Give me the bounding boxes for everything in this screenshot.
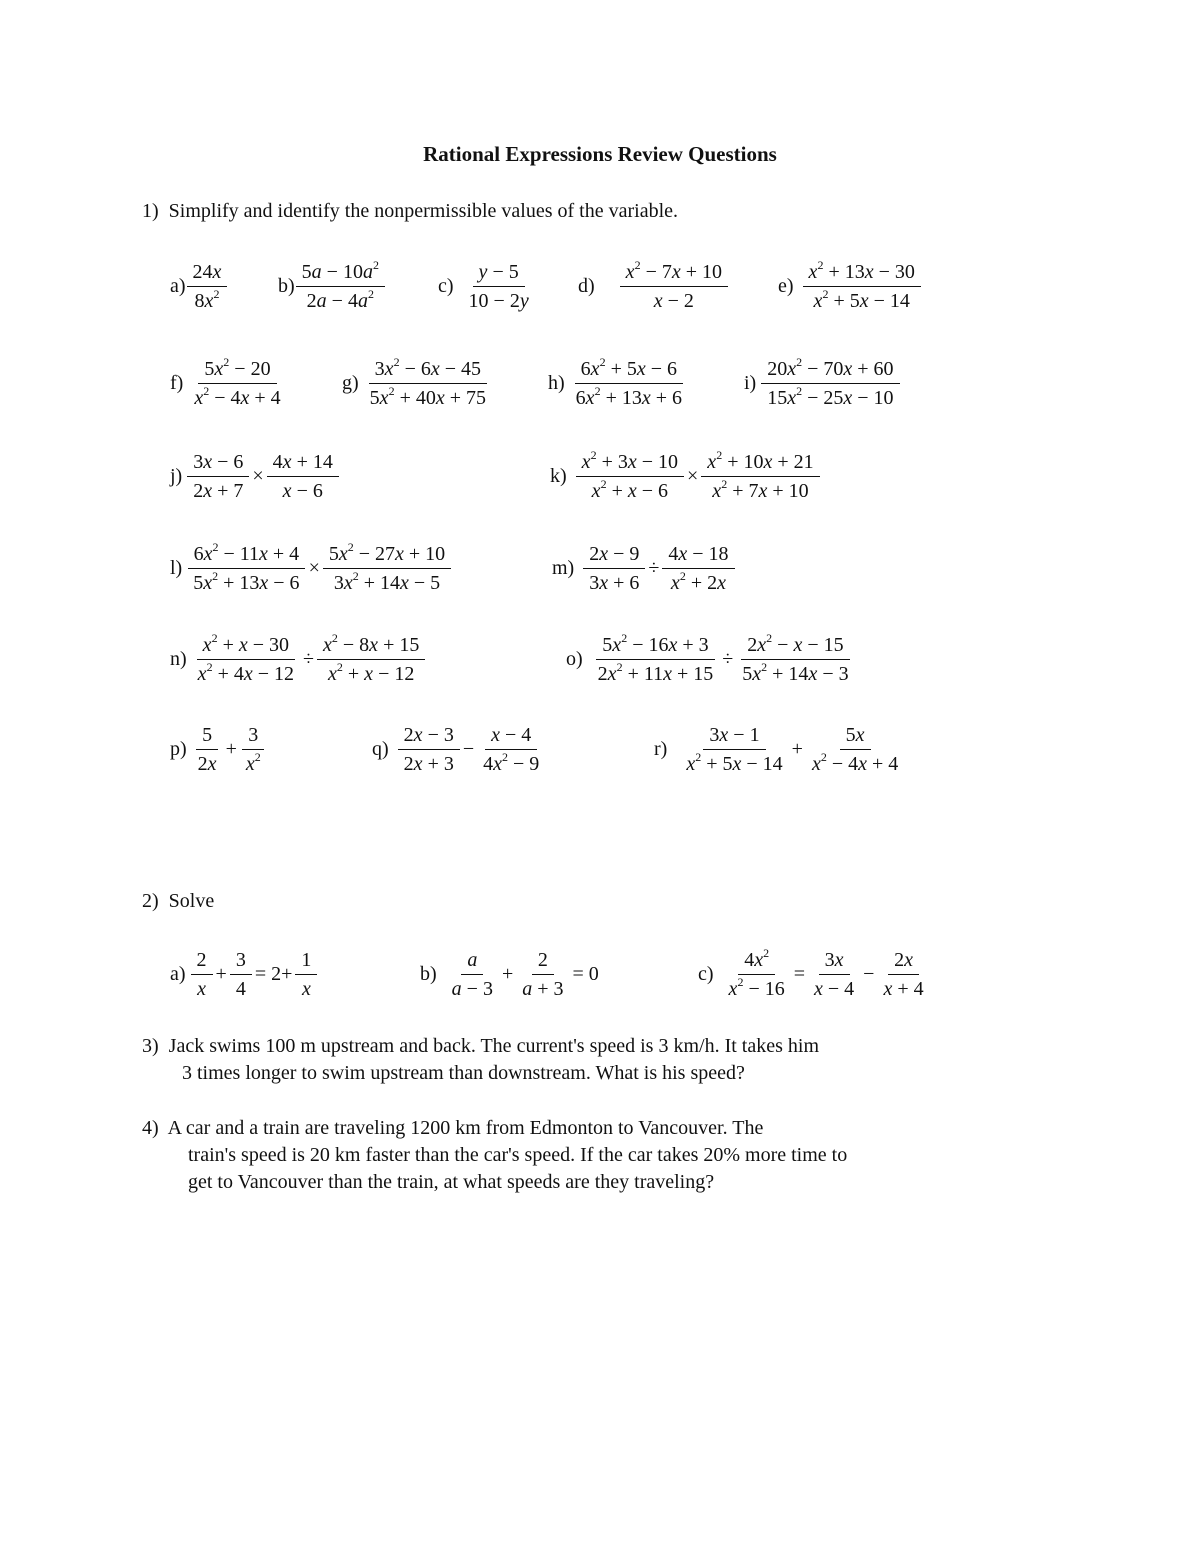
fraction: $\frac{5x}{x^2 - 4x + 4}$ <box>806 721 904 778</box>
problem-a <box>170 250 228 322</box>
page-title: Rational Expressions Review Questions <box>423 142 777 166</box>
operator: = 0 <box>572 962 599 985</box>
problem-label: d) <box>578 274 595 297</box>
problem-label: j) <box>170 464 183 487</box>
problem-label: e) <box>778 274 794 297</box>
question-text: Simplify and identify the nonpermissible values of the variable. <box>168 200 678 222</box>
question-3 <box>142 1033 819 1087</box>
fraction: $\frac{x - 4}{4x^2 - 9}$ <box>477 721 545 778</box>
problem-p <box>170 713 268 785</box>
problem-label: k) <box>550 464 567 487</box>
fraction: $\frac{5x^2 - 16x + 3}{2x^2 + 11x + 15}$ <box>597 630 714 685</box>
problem-h <box>548 347 689 419</box>
question-number: 2) <box>142 890 159 912</box>
problem-j <box>170 440 340 512</box>
fraction: $\frac{6x^2 - 11x + 4}{5x^2 + 13x - 6}$ <box>187 540 305 597</box>
fraction: $\frac{a}{a - 3}$ <box>446 946 499 1003</box>
operator: + <box>501 962 514 985</box>
problem-label: o) <box>566 647 583 670</box>
fraction: $\frac{24x}{8x^2}$ <box>187 258 228 315</box>
problem-g <box>342 347 493 419</box>
question-number: 1) <box>142 200 159 222</box>
problem-e <box>778 250 922 322</box>
fraction: $\frac{2}{a + 3}$ <box>516 946 569 1003</box>
question-text-line-1: Jack swims 100 m upstream and back. The current's speed is 3 km/h. It takes him <box>168 1035 819 1057</box>
fraction: $\frac{2x - 3}{2x + 3}$ <box>398 721 460 778</box>
question-2-prompt <box>142 888 214 915</box>
question-text-line-1: A car and a train are traveling 1200 km from Edmonton to Vancouver. The <box>167 1117 764 1139</box>
problem-q <box>372 713 546 785</box>
fraction: $\frac{x^2 + x - 30}{x^2 + 4x - 12}$ <box>197 630 295 685</box>
operator: + <box>791 737 803 760</box>
fraction: $\frac{2x}{x + 4}$ <box>877 946 929 1003</box>
fraction: $\frac{x^2 - 8x + 15}{x^2 + x - 12}$ <box>317 631 425 688</box>
operator: × <box>252 464 264 487</box>
fraction: $\frac{5x^2 - 20}{x^2 - 4x + 4}$ <box>194 354 281 409</box>
fraction: $\frac{x^2 - 7x + 10}{x - 2}$ <box>620 258 728 315</box>
fraction: $\frac{3x}{x - 4}$ <box>808 946 860 1003</box>
fraction: $\frac{x^2 + 13x - 30}{x^2 + 5x - 14}$ <box>803 258 921 315</box>
problem-label: i) <box>744 371 757 394</box>
problem-label: a) <box>170 274 186 297</box>
fraction: $\frac{x^2 + 10x + 21}{x^2 + 7x + 10}$ <box>701 448 819 505</box>
problem-l <box>170 532 452 604</box>
fraction: $\frac{1}{x}$ <box>295 946 317 1003</box>
fraction: $\frac{3x - 6}{2x + 7}$ <box>187 448 249 505</box>
question-text-line-3: get to Vancouver than the train, at what speeds are they traveling? <box>188 1171 715 1193</box>
operator: + <box>215 962 227 985</box>
equation-b <box>420 938 601 1010</box>
question-text: Solve <box>168 890 215 912</box>
problem-d <box>578 250 729 322</box>
fraction: $\frac{y - 5}{10 - 2y}$ <box>463 258 535 315</box>
problem-i <box>744 347 901 419</box>
operator: ÷ <box>722 647 734 670</box>
fraction: $\frac{5}{2x}$ <box>192 721 223 778</box>
problem-o <box>566 623 856 695</box>
question-number: 4) <box>142 1117 159 1139</box>
operator: ÷ <box>303 647 314 670</box>
fraction: $\frac{x^2 + 3x - 10}{x^2 + x - 6}$ <box>576 448 684 505</box>
problem-n <box>170 623 426 695</box>
problem-m <box>552 532 736 604</box>
fraction: $\frac{5x^2 - 27x + 10}{3x^2 + 14x - 5}$ <box>323 540 451 597</box>
problem-r <box>654 713 905 785</box>
problem-c <box>438 250 536 322</box>
question-4 <box>142 1115 847 1196</box>
question-text-line-2: train's speed is 20 km faster than the car's speed. If the car takes 20% more time to <box>188 1144 848 1166</box>
fraction: $\frac{3x^2 - 6x - 45}{5x^2 + 40x + 75}$ <box>369 354 487 409</box>
problem-label: n) <box>170 647 187 670</box>
problem-b <box>278 250 386 322</box>
problem-label: b) <box>420 962 437 985</box>
problem-label: b) <box>278 274 295 297</box>
operator: = <box>793 962 805 985</box>
problem-label: g) <box>342 371 359 394</box>
question-text-line-2: 3 times longer to swim upstream than downstream. What is his speed? <box>182 1062 745 1084</box>
fraction: $\frac{2}{x}$ <box>191 946 213 1003</box>
fraction: $\frac{5a - 10a^2}{2a - 4a^2}$ <box>296 258 385 315</box>
question-number: 3) <box>142 1035 159 1057</box>
problem-f <box>170 347 288 419</box>
fraction: $\frac{20x^2 - 70x + 60}{15x^2 - 25x - 10}$ <box>761 355 899 412</box>
problem-label: f) <box>170 371 184 394</box>
problem-label: r) <box>654 737 668 760</box>
operator: ÷ <box>648 556 660 579</box>
problem-label: h) <box>548 371 565 394</box>
problem-label: q) <box>372 737 389 760</box>
operator: × <box>687 464 699 487</box>
problem-k <box>550 440 821 512</box>
fraction: $\frac{4x + 14}{x - 6}$ <box>267 448 339 505</box>
fraction: $\frac{3}{4}$ <box>230 946 252 1003</box>
problem-label: m) <box>552 556 575 579</box>
operator: − <box>462 737 475 760</box>
fraction: $\frac{6x^2 + 5x - 6}{6x^2 + 13x + 6}$ <box>575 354 683 409</box>
problem-label: p) <box>170 737 187 760</box>
fraction: $\frac{3x - 1}{x^2 + 5x - 14}$ <box>680 721 788 778</box>
fraction: $\frac{2x^2 - x - 15}{5x^2 + 14x - 3}$ <box>742 630 849 685</box>
equation-c <box>698 938 931 1010</box>
fraction: $\frac{4x - 18}{x^2 + 2x}$ <box>662 540 734 597</box>
problem-label: a) <box>170 962 186 985</box>
problem-label: c) <box>438 274 454 297</box>
problem-label: c) <box>698 962 714 985</box>
fraction: $\frac{2x - 9}{3x + 6}$ <box>583 540 645 597</box>
problem-label: l) <box>170 556 183 579</box>
operator: − <box>863 962 875 985</box>
fraction: $\frac{3}{x^2}$ <box>240 721 267 778</box>
operator: = 2+ <box>254 962 293 985</box>
operator: + <box>225 737 237 760</box>
fraction: $\frac{4x^2}{x^2 - 16}$ <box>728 945 785 1000</box>
equation-a <box>170 938 318 1010</box>
question-1-prompt <box>142 198 678 225</box>
operator: × <box>308 556 320 579</box>
